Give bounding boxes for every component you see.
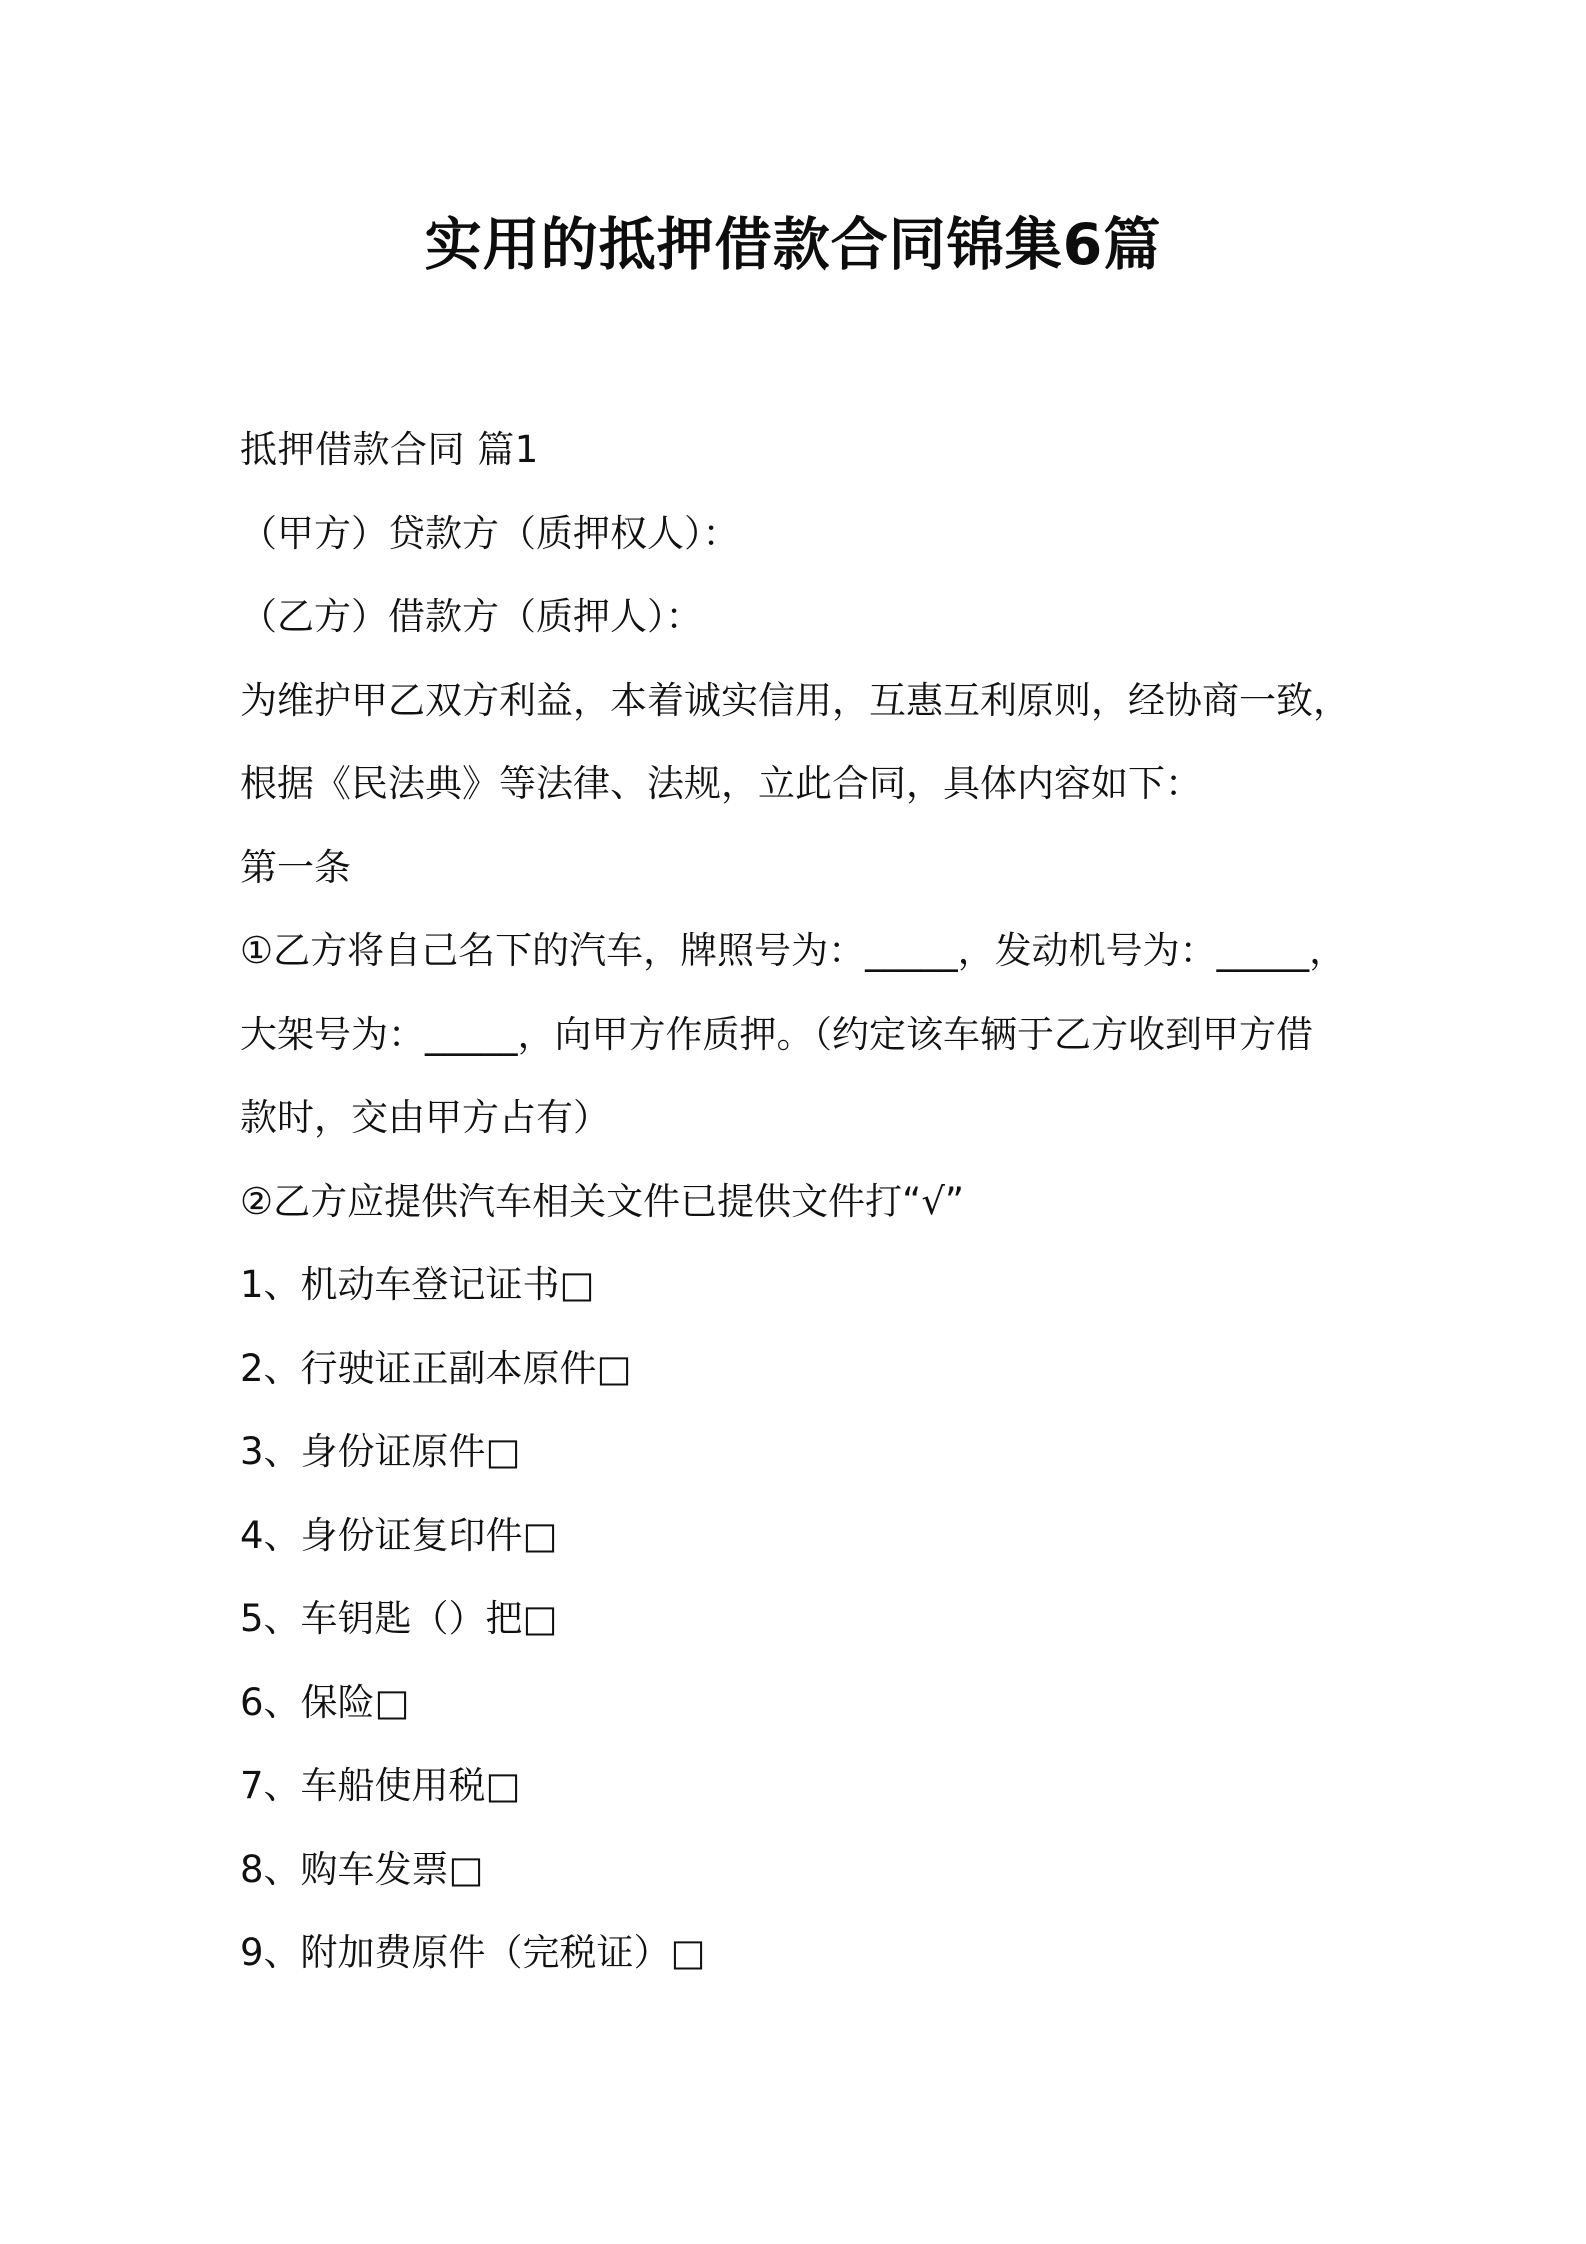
checklist-item-7: 7、车船使用税□ xyxy=(240,1764,521,1807)
preamble-line-1: 为维护甲乙双方利益，本着诚实信用，互惠互利原则，经协商一致， xyxy=(240,678,1350,722)
checklist-item-5: 5、车钥匙（）把□ xyxy=(240,1597,558,1640)
clause-1-line-3: 款时，交由甲方占有） xyxy=(240,1096,610,1139)
document-title: 实用的抵押借款合同锦集6篇 xyxy=(424,212,1162,278)
checklist-item-6: 6、保险□ xyxy=(240,1680,410,1724)
checklist-item-8: 8、购车发票□ xyxy=(240,1847,484,1891)
section-heading: 抵押借款合同 篇1 xyxy=(240,428,539,471)
checklist-item-9: 9、附加费原件（完税证）□ xyxy=(240,1931,706,1974)
checklist-item-4: 4、身份证复印件□ xyxy=(240,1513,558,1557)
document-body xyxy=(240,408,1380,1995)
checklist-item-2: 2、行驶证正副本原件□ xyxy=(240,1346,632,1390)
checklist-item-3: 3、身份证原件□ xyxy=(240,1430,521,1473)
clause-1-line-1: ①乙方将自己名下的汽车，牌照号为：_____，发动机号为：_____， xyxy=(240,929,1347,972)
checklist-item-1: 1、机动车登记证书□ xyxy=(240,1263,595,1306)
article-one-heading: 第一条 xyxy=(240,845,351,889)
clause-2-line: ②乙方应提供汽车相关文件已提供文件打“√” xyxy=(240,1179,965,1223)
party-b-line: （乙方）借款方（质押人）： xyxy=(240,595,703,638)
clause-1-line-2: 大架号为：_____，向甲方作质押。（约定该车辆于乙方收到甲方借 xyxy=(240,1012,1313,1056)
preamble-line-2: 根据《民法典》等法律、法规，立此合同，具体内容如下： xyxy=(240,762,1202,805)
party-a-line: （甲方）贷款方（质押权人）： xyxy=(240,511,740,555)
